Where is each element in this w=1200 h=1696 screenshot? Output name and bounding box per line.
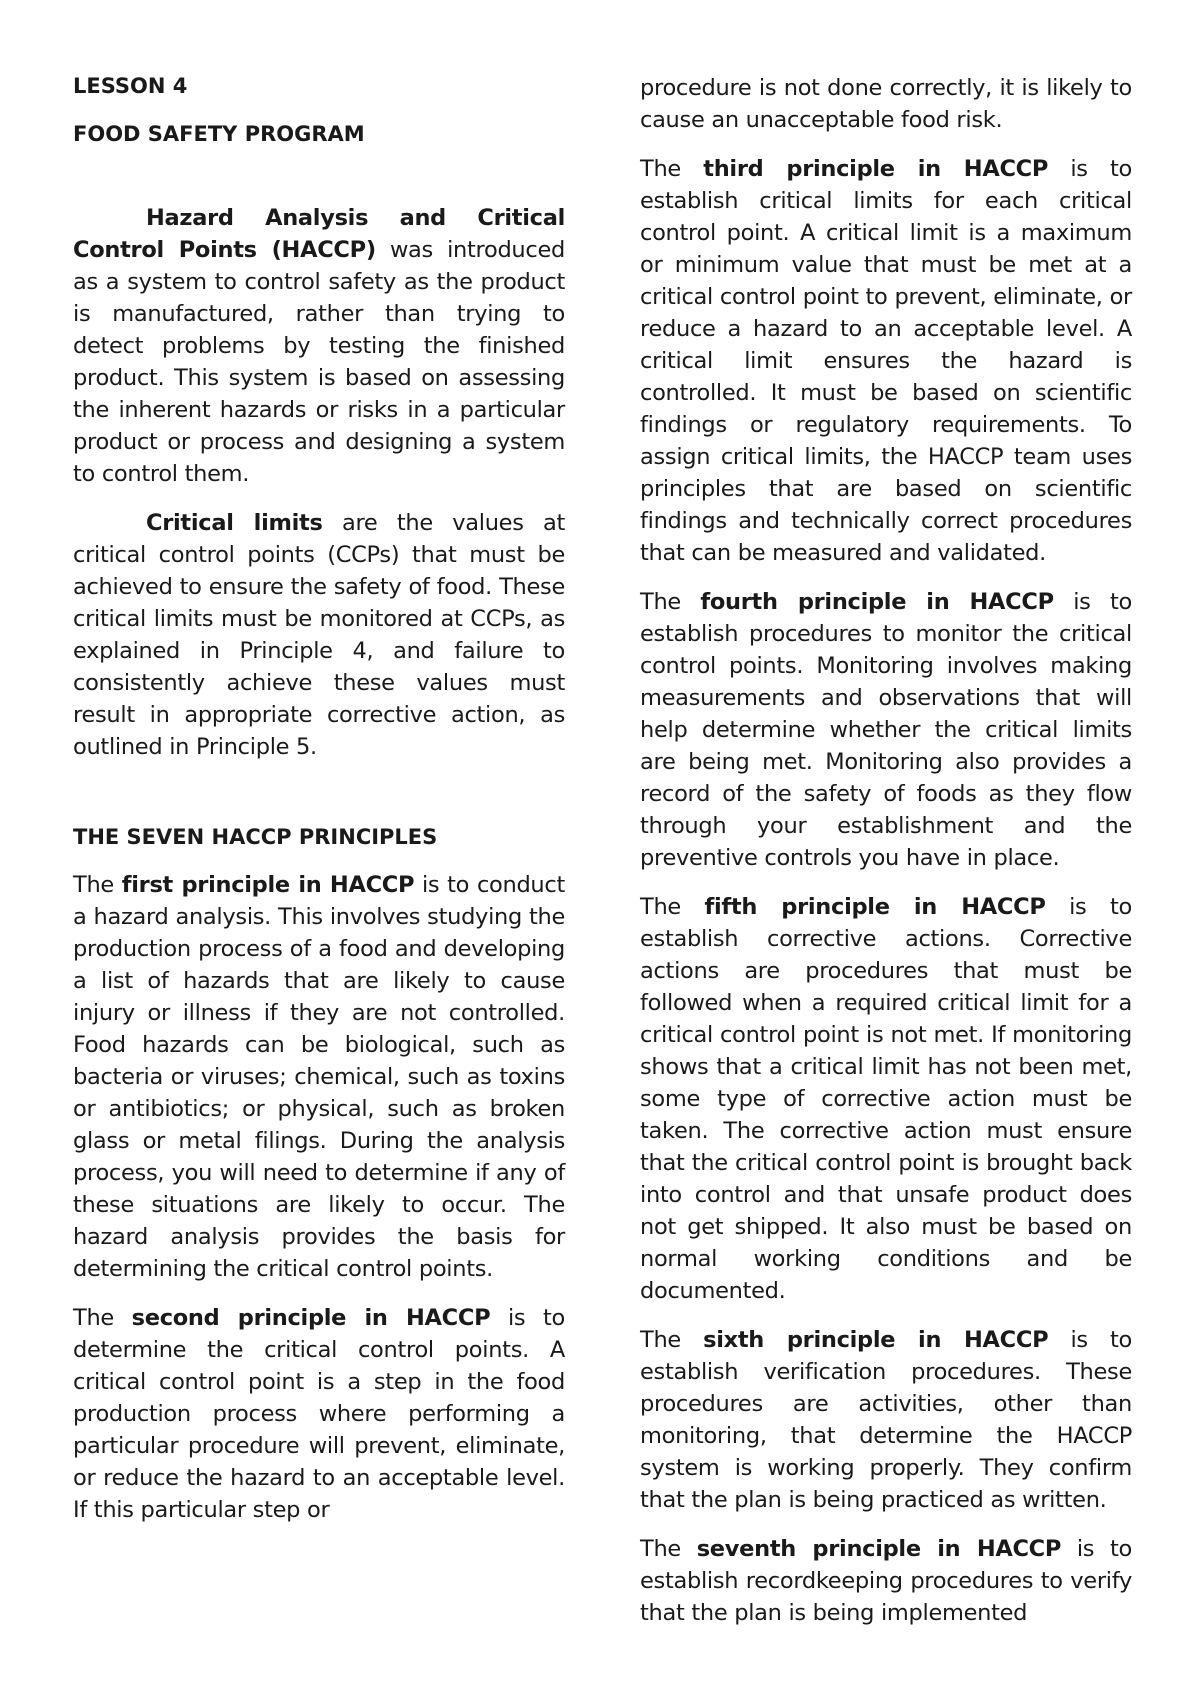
left-column <box>73 70 565 1543</box>
principle-1-term: first principle in HACCP <box>121 872 415 898</box>
principle-1-paragraph <box>73 869 565 1285</box>
principle-1-pre: The <box>73 872 122 898</box>
principle-4-pre: The <box>640 589 701 615</box>
intro-paragraph <box>73 202 565 490</box>
principle-2-text: is to determine the critical control points. A critical control point is a step in the food production process where performing a particular procedure will prevent, eliminate, or reduce the hazard to an acceptable level. If this particular step or <box>73 1305 565 1523</box>
principle-4-paragraph <box>640 586 1132 874</box>
principle-6-text: is to establish verification procedures. These procedures are activities, other than monitoring, that determine the HACCP system is working properly. They confirm that the plan is being practiced as written. <box>640 1327 1132 1513</box>
principle-7-paragraph <box>640 1533 1132 1629</box>
principle-2-term: second principle in HACCP <box>131 1305 491 1331</box>
principle-2-paragraph <box>73 1302 565 1526</box>
principle-7-pre: The <box>640 1536 697 1562</box>
principle-5-pre: The <box>640 894 705 920</box>
principle-2-pre: The <box>73 1305 132 1331</box>
principle-2-continued: procedure is not done correctly, it is likely to cause an unacceptable food risk. <box>640 75 1132 133</box>
principle-3-term: third principle in HACCP <box>703 156 1049 182</box>
principle-1-text: is to conduct a hazard analysis. This involves studying the production process of a food and developing a list of hazards that are likely to cause injury or illness if they are not controlled. Food hazards can be biological, such as bacteria or viruses; chemical, such as toxins or antibiotics; or physical, such as broken glass or metal filings. During the analysis process, you will need to determine if any of these situations are likely to occur. The hazard analysis provides the basis for determining the critical control points. <box>73 872 565 1282</box>
intro-text: was introduced as a system to control safety as the product is manufactured, rather than trying to detect problems by testing the finished product. This system is based on assessing the inherent hazards or risks in a particular product or process and designing a system to control them. <box>73 237 565 487</box>
principle-6-pre: The <box>640 1327 704 1353</box>
principle-4-text: is to establish procedures to monitor the critical control points. Monitoring involves making measurements and observations that will help determine whether the critical limits are being met. Monitoring also provides a record of the safety of foods as they flow through your establishment and the preventive controls you have in place. <box>640 589 1132 871</box>
critical-limits-paragraph <box>73 507 565 763</box>
critical-limits-text: are the values at critical control points (CCPs) that must be achieved to ensure the safety of food. These critical limits must be monitored at CCPs, as explained in Principle 4, and failure to consistently achieve these values must result in appropriate corrective action, as outlined in Principle 5. <box>73 510 565 760</box>
principle-4-term: fourth principle in HACCP <box>700 589 1054 615</box>
principle-6-paragraph <box>640 1324 1132 1516</box>
program-title: FOOD SAFETY PROGRAM <box>73 122 365 146</box>
principle-5-text: is to establish corrective actions. Corrective actions are procedures that must be followed when a required critical limit for a critical control point is not met. If monitoring shows that a critical limit has not been met, some type of corrective action must be taken. The corrective action must ensure that the critical control point is brought back into control and that unsafe product does not get shipped. It also must be based on normal working conditions and be documented. <box>640 894 1132 1304</box>
principle-3-pre: The <box>640 156 704 182</box>
right-column <box>640 72 1132 1646</box>
principle-6-term: sixth principle in HACCP <box>703 1327 1049 1353</box>
lesson-title: LESSON 4 <box>73 74 188 98</box>
principle-7-term: seventh principle in HACCP <box>696 1536 1062 1562</box>
critical-limits-term: Critical limits <box>146 510 323 536</box>
haccp-term: Hazard Analysis and Critical Control Points (HACCP) <box>73 205 565 263</box>
principle-3-text: is to establish critical limits for each critical control point. A critical limit is a maximum or minimum value that must be met at a critical control point to prevent, eliminate, or reduce a hazard to an acceptable level. A critical limit ensures the hazard is controlled. It must be based on scientific findings or regulatory requirements. To assign critical limits, the HACCP team uses principles that are based on scientific findings and technically correct procedures that can be measured and validated. <box>640 156 1132 566</box>
principle-5-term: fifth principle in HACCP <box>704 894 1046 920</box>
principle-3-paragraph <box>640 153 1132 569</box>
principle-5-paragraph <box>640 891 1132 1307</box>
seven-principles-heading: THE SEVEN HACCP PRINCIPLES <box>73 825 438 849</box>
principle-7-text: is to establish recordkeeping procedures to verify that the plan is being implemented <box>640 1536 1132 1626</box>
